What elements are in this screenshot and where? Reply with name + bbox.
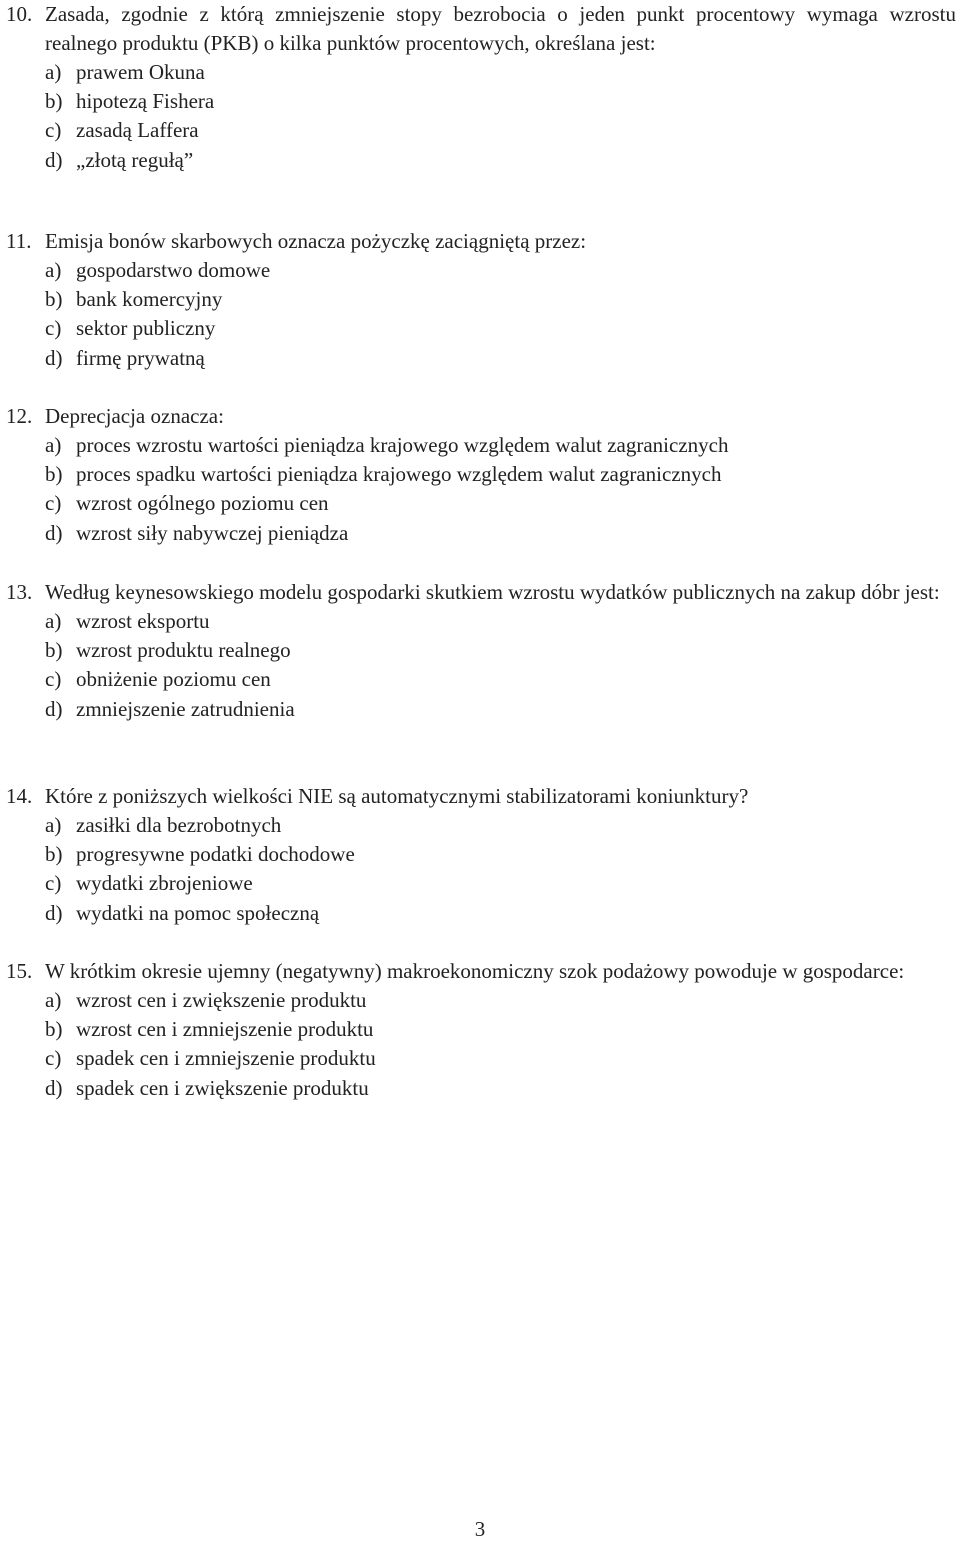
option-letter: a) [45,813,62,837]
question-13 [0,578,960,724]
option-text: zasadą Laffera [76,118,199,143]
option-text: zmniejszenie zatrudnienia [76,696,295,721]
option-letter: c) [45,871,62,896]
question-text: Według keynesowskiego modelu gospodarki skutkiem wzrostu wydatków publicznych na zakup dóbr jest: [45,580,940,604]
option-text: bank komercyjny [76,287,223,312]
option-letter: b) [45,638,63,663]
question-number: 12. [6,404,33,428]
option-text: prawem Okuna [76,60,205,84]
option-list [45,256,960,373]
option-letter: d) [45,1075,63,1100]
question-number: 15. [6,959,33,983]
option-text: progresywne podatki dochodowe [76,842,355,867]
option-d [45,344,960,373]
option-list [45,986,960,1103]
option-text: spadek cen i zmniejszenie produktu [76,1046,376,1071]
option-letter: d) [45,696,63,721]
question-number: 11. [6,229,32,253]
option-text: wydatki zbrojeniowe [76,871,253,896]
option-list [45,607,960,724]
option-text: wzrost produktu realnego [76,638,291,663]
option-text: wzrost siły nabywczej pieniądza [76,520,349,545]
option-letter: c) [45,1046,62,1071]
option-a [45,607,960,636]
option-text: gospodarstwo domowe [76,258,271,282]
question-text: Zasada, zgodnie z którą zmniejszenie stopy bezrobocia o jeden punkt procentowy wymaga wzrostu realnego produktu (PKB) o kilka punktów procentowych, określana jest: [45,2,956,55]
option-a [45,811,960,840]
option-letter: a) [45,988,62,1012]
option-c [45,116,960,145]
option-b [45,840,960,869]
option-letter: c) [45,491,62,516]
option-text: obniżenie poziomu cen [76,667,271,692]
option-c [45,1044,960,1073]
option-letter: a) [45,609,62,633]
option-b [45,87,960,116]
option-d [45,1074,960,1103]
option-text: proces wzrostu wartości pieniądza krajowego względem walut zagranicznych [76,433,729,457]
option-letter: a) [45,60,62,84]
option-b [45,460,960,489]
option-letter: a) [45,433,62,457]
option-letter: c) [45,118,62,143]
option-list [45,58,960,175]
option-b [45,636,960,665]
question-number: 13. [6,580,33,604]
option-a [45,431,960,460]
option-c [45,665,960,694]
question-number: 10. [6,2,33,26]
option-letter: b) [45,287,63,312]
question-text: Deprecjacja oznacza: [45,404,224,428]
option-b [45,1015,960,1044]
option-text: sektor publiczny [76,316,216,341]
option-letter: c) [45,316,62,341]
option-text: wzrost eksportu [76,609,210,633]
option-a [45,986,960,1015]
question-text: W krótkim okresie ujemny (negatywny) makroekonomiczny szok podażowy powoduje w gospodarce: [45,959,905,983]
option-text: proces spadku wartości pieniądza krajowego względem walut zagranicznych [76,462,722,487]
option-letter: b) [45,842,63,867]
option-letter: d) [45,345,63,370]
option-c [45,314,960,343]
question-12 [0,402,960,548]
question-11 [0,227,960,373]
option-list [45,811,960,928]
option-text: wydatki na pomoc społeczną [76,900,320,925]
option-letter: c) [45,667,62,692]
option-a [45,256,960,285]
option-letter: a) [45,258,62,282]
question-text: Które z poniższych wielkości NIE są automatycznymi stabilizatorami koniunktury? [45,784,749,808]
option-c [45,489,960,518]
option-text: zasiłki dla bezrobotnych [76,813,282,837]
option-letter: b) [45,462,63,487]
option-letter: b) [45,89,63,114]
question-text: Emisja bonów skarbowych oznacza pożyczkę zaciągniętą przez: [45,229,587,253]
option-text: firmę prywatną [76,345,205,370]
option-letter: b) [45,1017,63,1042]
option-letter: d) [45,520,63,545]
option-text: wzrost cen i zmniejszenie produktu [76,1017,374,1042]
option-d [45,899,960,928]
option-letter: d) [45,900,63,925]
option-text: „złotą regułą” [76,147,194,172]
question-number: 14. [6,784,33,808]
question-10 [0,0,960,175]
question-15 [0,957,960,1103]
question-14 [0,782,960,928]
option-list [45,431,960,548]
option-a [45,58,960,87]
option-d [45,519,960,548]
option-b [45,285,960,314]
option-text: hipotezą Fishera [76,89,215,114]
option-text: wzrost ogólnego poziomu cen [76,491,329,516]
option-letter: d) [45,147,63,172]
option-d [45,146,960,175]
page-number: 3 [474,1517,486,1541]
option-text: spadek cen i zwiększenie produktu [76,1075,369,1100]
option-c [45,869,960,898]
option-text: wzrost cen i zwiększenie produktu [76,988,367,1012]
option-d [45,695,960,724]
